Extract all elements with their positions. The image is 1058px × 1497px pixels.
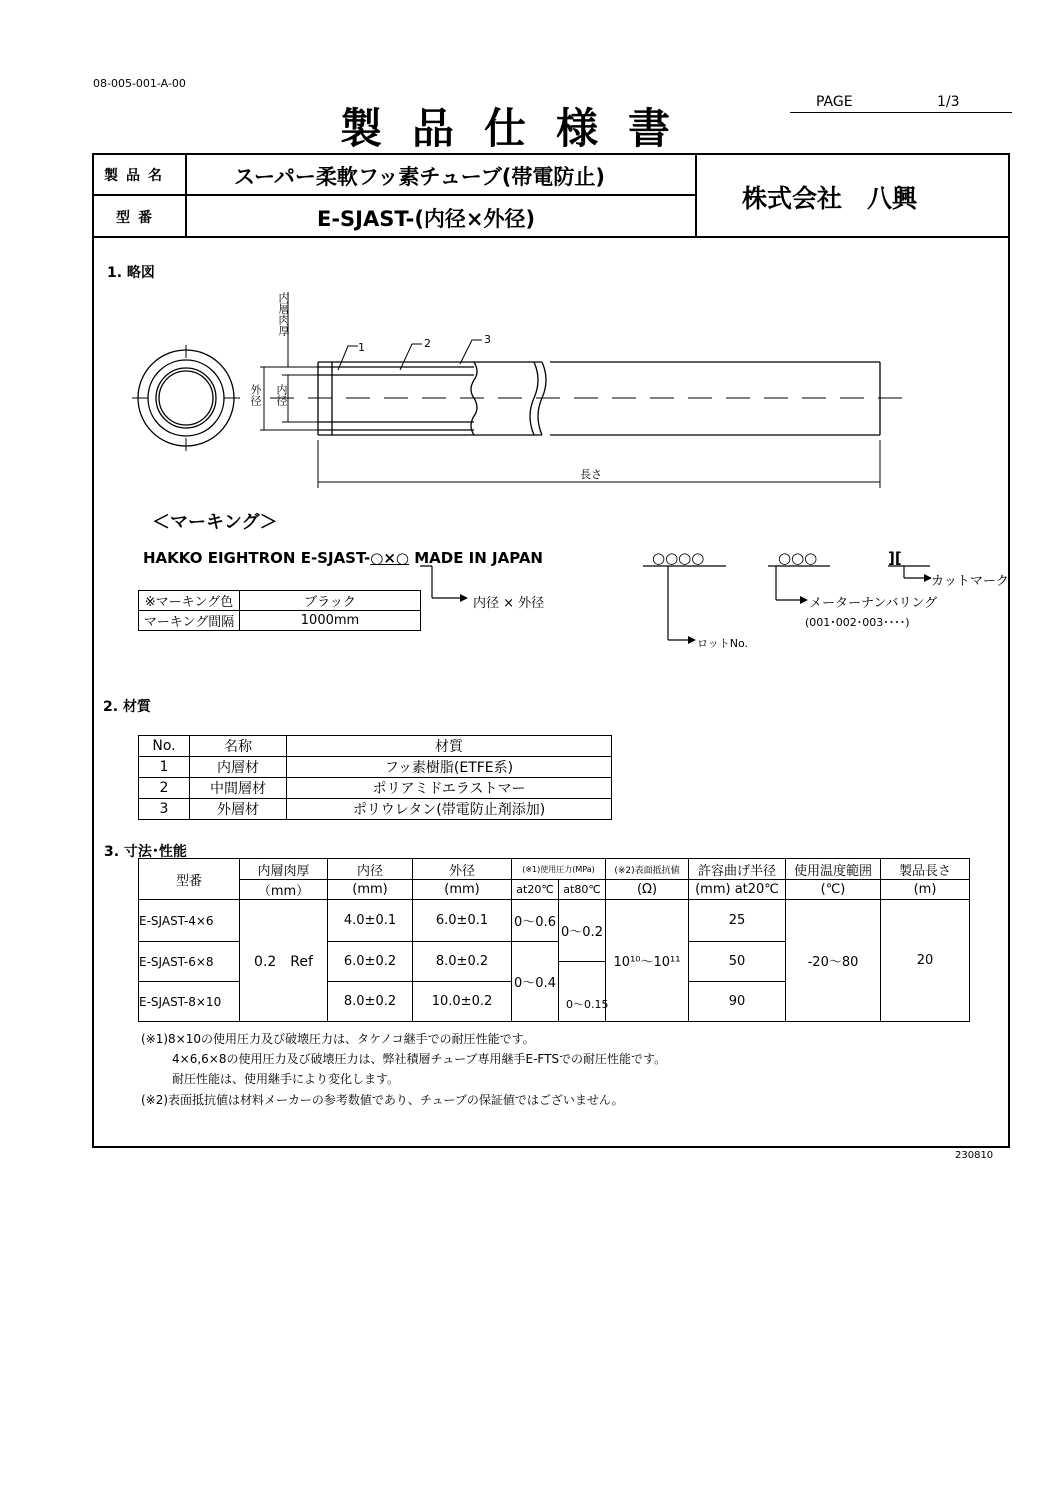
meter-code: ○○○ (778, 549, 818, 567)
table-header-row: 型番 内層肉厚 内径 外径 (※1)使用圧力(MPa) (※2)表面抵抗値 許容曲げ半径 使用温度範囲 製品長さ (139, 859, 970, 880)
table-row: 1 内層材 フッ素樹脂(ETFE系) (139, 757, 612, 778)
model-label: 型番 (116, 210, 160, 226)
table-row: マーキング間隔 1000mm (139, 611, 421, 631)
label-length: 長さ (580, 468, 602, 481)
label-inner-dia: 内径 (275, 384, 288, 406)
cut-symbol: ][ (888, 549, 902, 567)
note-4: (※2)表面抵抗値は材料メーカーの参考数値であり、チューブの保証値ではございません。 (141, 1093, 624, 1107)
header-block (92, 153, 1010, 238)
page-value: 1/3 (937, 94, 960, 110)
table-row: E-SJAST-6×8 6.0±0.2 8.0±0.2 0～0.4 50 (139, 942, 970, 962)
model-value: E-SJAST-(内径×外径) (317, 207, 536, 231)
note-1: (※1)8×10の使用圧力及び破壊圧力は、タケノコ継手での耐圧性能です。 (141, 1032, 535, 1046)
table-row: 3 外層材 ポリウレタン(帯電防止剤添加) (139, 799, 612, 820)
table-header-row: （mm） (mm) (mm) at20℃ at80℃ (Ω) (mm) at20℃ (℃) (m) (139, 880, 970, 900)
lot-label: ロットNo. (697, 637, 749, 650)
table-row: E-SJAST-4×6 0.2 Ref 4.0±0.1 6.0±0.1 0～0.6 0～0.2 10¹⁰～10¹¹ 25 -20～80 20 (139, 900, 970, 921)
table-row: ※マーキング色 ブラック (139, 591, 421, 611)
spec-table (138, 858, 970, 1022)
product-name-label: 製品名 (104, 168, 170, 184)
p80-c: 0～0.15 (566, 998, 609, 1011)
label-outer-dia: 外径 (249, 384, 262, 406)
tube-drawing (92, 280, 1010, 500)
section2-heading: 2. 材質 (103, 699, 151, 715)
callout-3: 3 (484, 333, 491, 346)
footer-code: 230810 (955, 1150, 994, 1161)
label-inner-thickness: 内層肉厚 (277, 292, 290, 336)
document-number: 08-005-001-A-00 (93, 77, 186, 90)
section3-heading: 3. 寸法･性能 (104, 844, 187, 860)
page-title: 製品仕様書 (340, 104, 701, 153)
company-name: 株式会社 八興 (742, 184, 918, 213)
callout-1: 1 (358, 341, 365, 354)
table-row: E-SJAST-8×10 8.0±0.2 10.0±0.2 90 (139, 982, 970, 1002)
size-label: 内径 × 外径 (473, 596, 545, 611)
meter-numbering-label: メーターナンバリング (809, 596, 938, 611)
marking-text: HAKKO EIGHTRON E-SJAST-○×○ MADE IN JAPAN (143, 549, 543, 567)
materials-table (138, 735, 612, 820)
product-name: スーパー柔軟フッ素チューブ(帯電防止) (234, 165, 605, 189)
note-2: 4×6,6×8の使用圧力及び破壊圧力は、弊社積層チューブ専用継手E-FTSでの耐圧性能です。 (172, 1052, 667, 1066)
lot-code: ○○○○ (652, 549, 705, 567)
cut-mark-label: カットマーク (931, 574, 1009, 589)
page-indicator (790, 92, 1012, 113)
callout-2: 2 (424, 337, 431, 350)
table-row: 2 中間層材 ポリアミドエラストマー (139, 778, 612, 799)
section1-heading: 1. 略図 (107, 265, 155, 281)
marking-table (138, 590, 421, 631)
marking-heading: ＜マーキング＞ (152, 512, 278, 533)
table-header-row: No. 名称 材質 (139, 736, 612, 757)
note-3: 耐圧性能は、使用継手により変化します。 (172, 1072, 400, 1086)
meter-sequence: (001･002･003････) (805, 616, 910, 629)
page-label: PAGE (816, 94, 853, 110)
